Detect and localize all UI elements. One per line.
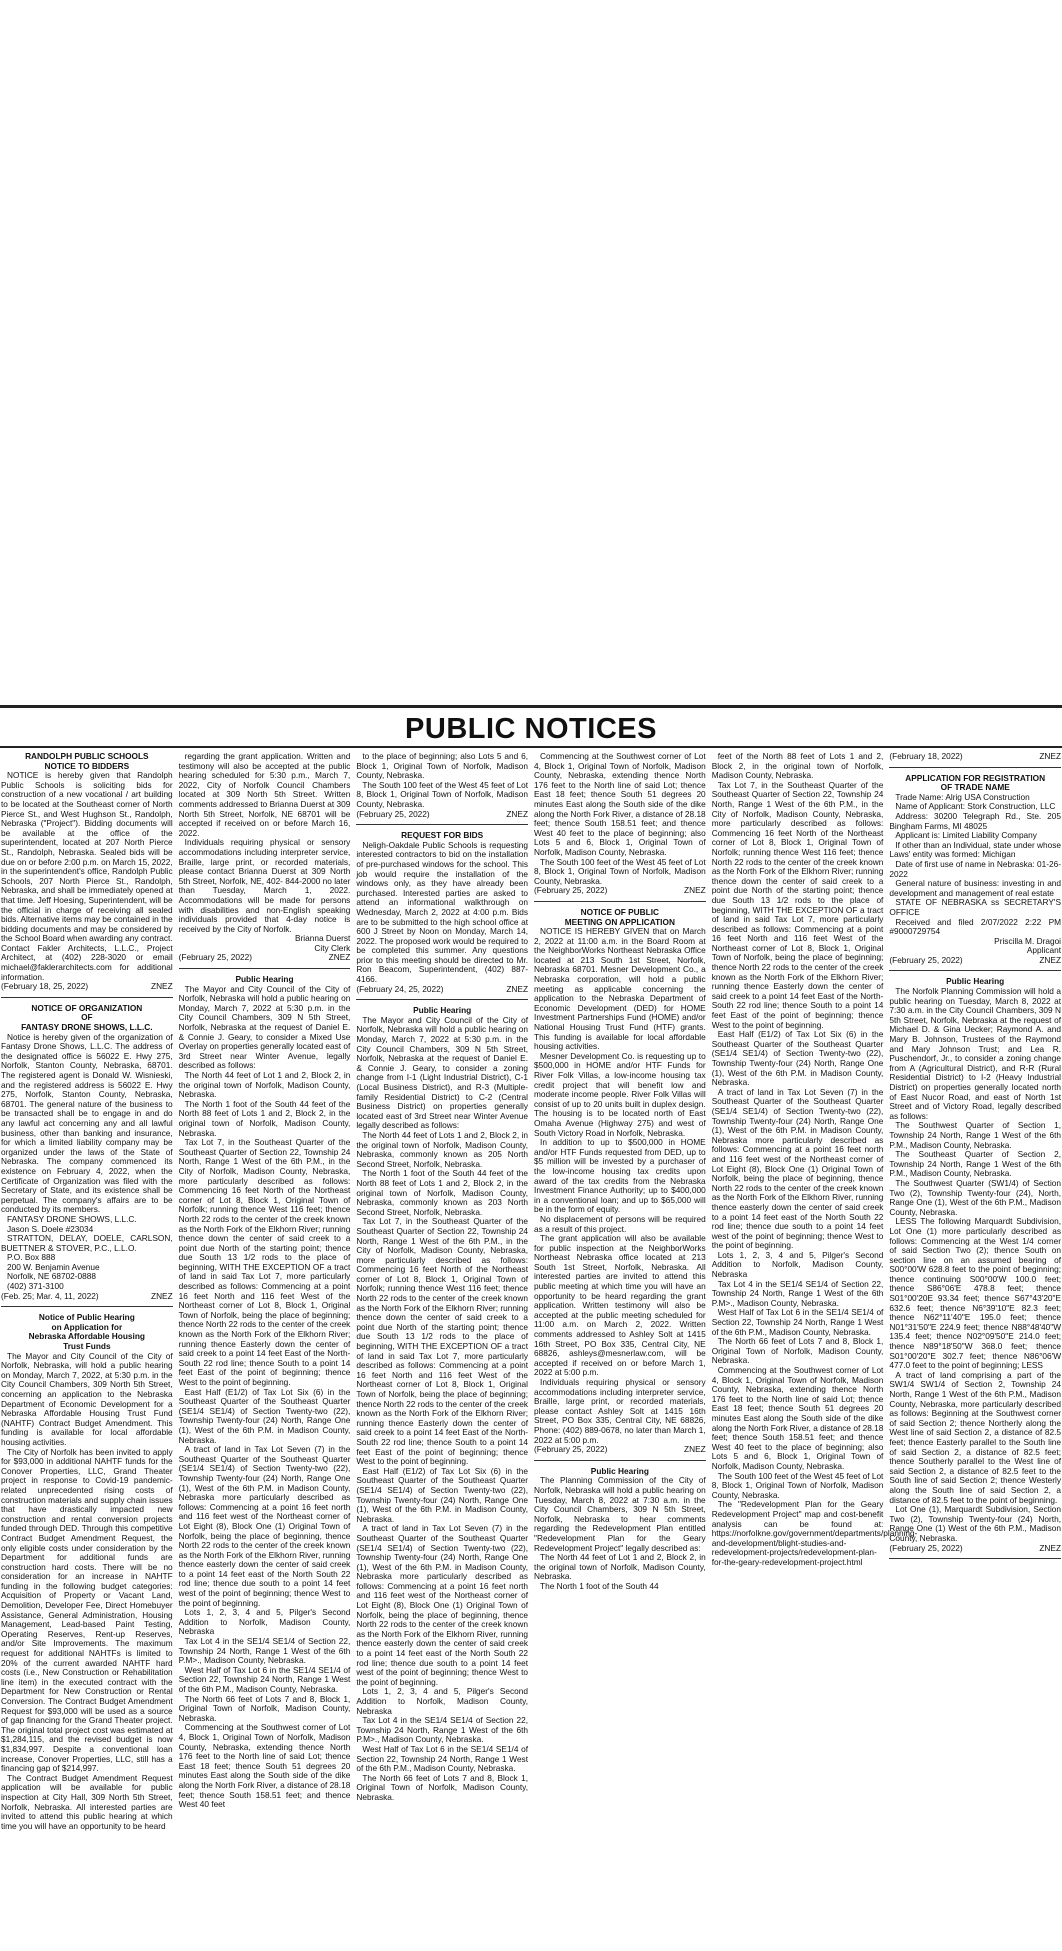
notice-paragraph: No displacement of persons will be required as a result of this project.: [534, 1213, 706, 1234]
notice-paragraph: The Planning Commission of the City of Norfolk, Nebraska will hold a public hearing on Tuesday, March 8, 2022 at 7:30 a.m. in the City Council Chambers, 309 N 5th Street, Norfolk, Nebraska to hear comments regarding the Redevelopment Plan entitled "Redevelopment Plan for the Geary Redevelopment Project" legally described as:: [534, 1475, 706, 1553]
publication-date: (February 25, 2022): [356, 808, 430, 819]
legal-notice: [356, 752, 528, 825]
notice-heading: Public Hearing: [590, 1465, 649, 1476]
notice-paragraph: East Half (E1/2) of Tax Lot Six (6) in the Southeast Quarter of the Southeast Quarter (SE1/4 SE1/4) of Section Twenty-two (22), Township Twenty-four (24) North, Range One (1), West of the 6th P.M. in Madison County, Nebraska.: [711, 1029, 884, 1088]
page-title: PUBLIC NOTICES: [405, 713, 657, 745]
notice-paragraph: Date of first use of name in Nebraska: 01-26-2022: [889, 858, 1062, 879]
notice-paragraph: The South 100 feet of the West 45 feet of Lot 8, Block 1, Original Town of Norfolk, Madison County, Nebraska.: [356, 779, 529, 809]
notice-paragraph: Tax Lot 4 in the SE1/4 SE1/4 of Section 22, Township 24 North, Range 1 West of the 6th P.M>., Madison County, Nebraska.: [356, 1715, 529, 1745]
notice-heading: NOTICE OF ORGANIZATION: [31, 1002, 143, 1013]
notice-heading: Public Hearing: [946, 976, 1005, 987]
notice-paragraph: The Mayor and City Council of the City of Norfolk, Nebraska will hold a public hearing on Monday, March 7, 2022 at 5:30 p.m. in the City Council Chambers, 309 N 5th Street, Norfolk, Nebraska at the request of Daniel E. & Connie J. Geary, to consider a zoning change from I-1 (Light Industrial District), C-1 (Local Business District), and R-3 (Multiple-family Residential District) to C-2 (Central Business District) on properties generally located east of 3rd Street near Winter Avenue legally described as follows:: [356, 1014, 529, 1131]
publication-date: (February 18, 25, 2022): [1, 981, 89, 992]
notice-paragraph: A tract of land in Tax Lot Seven (7) in the Southeast Quarter of the Southeast Quarter (SE1/4 SE1/4) of Section Twenty-two (22), Township Twenty-four (24) North, Range One (1), West of the 6th P.M. in Madison County, Nebraska more particularly described as follows: Commencing at a point 16 feet north and 116 feet west of the Northeast corner of Lot Eight (8), Block One (1) Original Town of Norfolk, being the place of beginning, thence North 22 rods to the center of the creek known as the North Fork of the Elkhorn River, running thence easterly down the center of said creek to a point 14 feet east of the North South 22 rod line; thence due south to a point 14 feet west of the point of beginning; thence West to the point of beginning.: [356, 1523, 529, 1687]
notice-paragraph: The Southwest Quarter (SW1/4) of Section Two (2), Township Twenty-four (24), North, Range One (1), West of the 6th P.M., Madison County, Nebraska.: [889, 1177, 1062, 1217]
notice-heading: RANDOLPH PUBLIC SCHOOLS: [25, 751, 149, 761]
notice-paragraph: The North 44 feet of Lots 1 and 2, Block 2, in the original town of Norfolk, Madison County, Nebraska, commonly known as 205 North Second Street, Norfolk, Nebraska.: [356, 1129, 529, 1169]
notice-paragraph: Lot One (1), Marquardt Subdivision, Section Two (2), Township Twenty-four (24) North, Range One (1) West of the 6th P.M., Madison County, Nebraska.: [889, 1504, 1062, 1543]
notice-heading: Trust Funds: [63, 1341, 111, 1352]
notice-paragraph: The South 100 feet of the West 45 feet of Lot 8, Block 1, Original Town of Norfolk, Madison County, Nebraska.: [534, 856, 706, 886]
legal-notice: [889, 774, 1061, 972]
notice-paragraph: Name of Applicant: Stork Construction, LLC: [895, 801, 1056, 812]
notice-divider: [889, 767, 1061, 768]
notice-paragraph: The North 1 foot of the South 44: [540, 1580, 659, 1591]
notice-paragraph: Received and filed 2/07/2022 2:22 PM #9000729754: [889, 916, 1062, 937]
publication-line: [356, 810, 528, 820]
notice-paragraph: to the place of beginning; also Lots 5 and 6, Block 1, Original Town of Norfolk, Madison County, Nebraska.: [356, 751, 529, 781]
publication-date: (February 25, 2022): [889, 1542, 963, 1553]
notice-column-4: [534, 752, 706, 1947]
notice-column-6: [889, 752, 1061, 1947]
masthead-bottom-rule: [0, 746, 1062, 748]
notice-paragraph: The South 100 feet of the West 45 feet of Lot 8, Block 1, Original Town of Norfolk, Madison County, Nebraska.: [711, 1470, 884, 1500]
legal-notice: [711, 751, 918, 1567]
publication-code: ZNEZ: [684, 1444, 706, 1455]
notice-signature: Brianna Duerst: [295, 933, 351, 944]
notice-heading: OF TRADE NAME: [940, 782, 1010, 793]
notice-heading: REQUEST FOR BIDS: [401, 830, 484, 841]
notice-signature: Priscilla M. Dragoi: [994, 935, 1062, 946]
publication-date: (February 25, 2022): [534, 885, 608, 896]
notice-paragraph: 200 W. Benjamin Avenue: [7, 1261, 100, 1272]
notice-divider: [1, 997, 173, 998]
notice-paragraph: Commencing at the Southwest corner of Lot 4, Block 1, Original Town of Norfolk, Madison County, Nebraska, extending thence North 176 feet to the North line of said Lot; thence East 18 feet; thence South 51 degrees 20 minutes East along the South side of the dike along the North Fork River, a distance of 28.18 feet; thence South 158.51 feet; and thence West 40 feet to the place of beginning; also Lots 5 and 6, Block 1, Original Town of Norfolk, Madison County, Nebraska.: [711, 1365, 884, 1471]
notice-divider: [534, 901, 706, 902]
notice-paragraph: A tract of land comprising a part of the SW1/4 SW1/4 of Section 2, Township 24 North, Range 1 West of the 6th P.M., Madison County, Nebraska, more particularly described as follows: Beginning at the Southwest corner of said Section 2; thence Northerly along the West line of said Section 2, a distance of 82.5 feet; thence Easterly parallel to the South line of said Section 2, a distance of 82.5 feet; thence Southerly parallel to the West line of said Section 2, a distance of 82.5 feet to the South line of said Section 2; thence Westerly along the South line of said Section 2, a distance of 82.5 feet to the point of beginning.: [889, 1369, 1062, 1505]
notice-paragraph: The North 1 foot of the South 44 feet of the North 88 feet of Lots 1 and 2, Block 2, in the original town of Norfolk, Madison County, Nebraska.: [178, 1098, 351, 1138]
notice-paragraph: Commencing at the Southwest corner of Lot 4, Block 1, Original Town of Norfolk, Madison County, Nebraska, extending thence North 176 feet to the North line of said Lot; thence East 18 feet; thence South 51 degrees 20 minutes East along the South side of the dike along the North Fork River, a distance of 28.18 feet; thence South 158.51 feet; and thence West 40 feet: [178, 1722, 351, 1810]
notice-paragraph: Mesner Development Co. is requesting up to $500,000 in HOME and/or HTF Funds for River Folk Villas, a low-income housing tax credit project that will benefit low and moderate income people. River Folk Villas will consist of up to 20 units built in duplex design. The housing is to be located north of East Omaha Avenue (Highway 275) and west of South Victory Road in Norfolk, Nebraska.: [534, 1050, 706, 1138]
legal-notice: [1, 1004, 173, 1307]
legal-notice: [1, 752, 173, 998]
notice-heading: Notice of Public Hearing: [38, 1312, 135, 1323]
legal-notice: [534, 752, 706, 902]
publication-date: (February 25, 2022): [889, 954, 963, 965]
notice-paragraph: LESS The following Marquardt Subdivision, Lot One (1) more particularly described as follows: Commencing at the West 1/4 corner of said Section Two (2); thence South on section line on an assumed bearing of S00°00'W 628.8 feet to the point of beginning; thence continuing S00°00'W 100.0 feet; thence S86°06'E 478.8 feet; thence S01°00'20E 93.34 feet; thence S67°43'20"E 632.6 feet; thence N6°39'10"E 82.3 feet; thence N62°11'40"E 195.0 feet; thence N01°31'50"E 224.9 feet; thence N88°48'40"W 135.4 feet; thence N02°09'50"E 214.0 feet; thence N89°18'50"W 368.0 feet; thence S01°00'20"E 302.7 feet; thence N86°06'W 477.0 feet to the point of beginning; LESS: [889, 1216, 1062, 1371]
notice-paragraph: The "Redevelopment Plan for the Geary Redevelopment Project" map and cost-benefit analysis can be found at: https://norfolkne.gov/government/departments/planning-and-development/blight-studies-and-redevelopment-projects/redevelopment-plan-for-the-geary-redevelopment-project.html: [711, 1499, 918, 1567]
notice-paragraph: P.O. Box 888: [7, 1252, 56, 1263]
notice-paragraph: STRATTON, DELAY, DOELE, CARLSON, BUETTNER & STOVER, P.C., L.L.O.: [1, 1233, 173, 1253]
publication-code: ZNEZ: [506, 983, 529, 994]
notice-paragraph: Lots 1, 2, 3, 4 and 5, Pilger's Second Addition to Norfolk, Madison County, Nebraska: [356, 1686, 529, 1716]
notice-paragraph: The North 44 feet of Lot 1 and 2, Block 2, in the original town of Norfolk, Madison County, Nebraska.: [534, 1552, 706, 1582]
notice-paragraph: feet of the North 88 feet of Lots 1 and 2, Block 2, in the original town of Norfolk, Madison County, Nebraska.: [711, 751, 884, 781]
notice-column-1: [1, 752, 173, 1947]
notice-paragraph: Tax Lot 7, in the Southeast Quarter of the Southeast Quarter of Section 22, Township 24 North, Range 1 West of the 6th P.M., in the City of Norfolk, Madison County, Nebraska, more particularly described as follows: Commencing 16 feet North of the Northeast corner of Lot 8, Block 1, Original Town of Norfolk; running thence West 116 feet; thence North 22 rods to the center of the creek known as the North Fork of the Elkhorn River; running thence down the center of said creek to a point due North of the starting point; thence due South 13 1/2 rods to the place of beginning, WITH THE EXCEPTION OF a tract of land in said Tax Lot 7, more particularly described as follows: Commencing at a point 16 feet North and 116 feet West of the Northeast corner of Lot 8, Block 1, Original Town of Norfolk, being the place of beginning; thence North 22 rods to the center of the creek known as the North Fork of the Elkhorn River; running thence Easterly down the center of said creek to a point 14 feet East of the North-South 22 rod line; thence South to a point 14 feet East of the point of beginning; thence West to the point of beginning.: [178, 1137, 351, 1387]
publication-code: ZNEZ: [1039, 1542, 1062, 1553]
notice-paragraph: The North 66 feet of Lots 7 and 8, Block 1, Original Town of Norfolk, Madison County, Nebraska.: [356, 1772, 529, 1802]
publication-line: [1, 1292, 173, 1302]
notice-paragraph: STATE OF NEBRASKA ss SECRETARY'S OFFICE: [889, 897, 1062, 917]
notice-divider: [889, 970, 1061, 971]
notice-paragraph: Applicant is: Limited Liability Company: [895, 830, 1037, 841]
notice-divider: [356, 999, 528, 1000]
publication-code: ZNEZ: [1039, 954, 1062, 965]
publication-code: ZNEZ: [328, 952, 351, 963]
notice-column-3: [356, 752, 528, 1947]
notice-paragraph: The North 1 foot of the South 44 feet of the North 88 feet of Lots 1 and 2, Block 2, in the original town of Norfolk, Madison County, Nebraska, commonly known as 203 North Second Street, Norfolk, Nebraska.: [356, 1168, 529, 1217]
publication-line: [179, 953, 351, 963]
publication-code: ZNEZ: [684, 885, 706, 896]
notice-heading: APPLICATION FOR REGISTRATION: [905, 772, 1046, 783]
notice-paragraph: Lots 1, 2, 3, 4 and 5, Pilger's Second Addition to Norfolk, Madison County, Nebraska: [711, 1249, 884, 1280]
notice-columns: [0, 752, 1062, 1947]
notice-paragraph: The Mayor and City Council of the City of Norfolk, Nebraska, will hold a public hearing on Monday, March 7, 2022, at 5:30 p.m. in the City Council Chambers, 309 North 5th Street, concerning an application to the Nebraska Department of Economic Development for a Nebraska Affordable Housing Trust Fund (NAHTF) Contract Budget Amendment. This funding is available for local affordable housing activities.: [1, 1350, 173, 1447]
notice-paragraph: East Half (E1/2) of Tax Lot Six (6) in the Southeast Quarter of the Southeast Quarter (SE1/4 SE1/4) of Section Twenty-two (22), Township Twenty-four (24) North, Range One (1), West of the 6th P.M. in Madison County, Nebraska.: [356, 1465, 529, 1524]
notice-paragraph: (402) 371-3100: [7, 1281, 64, 1292]
notice-paragraph: Tax Lot 7, in the Southeast Quarter of the Southeast Quarter of Section 22, Township 24 North, Range 1 West of the 6th P.M., in the City of Norfolk, Madison County, Nebraska, more particularly described as follows: Commencing 16 feet North of the Northeast corner of Lot 8, Block 1, Original Town of Norfolk; running thence West 116 feet; thence North 22 rods to the center of the creek known as the North Fork of the Elkhorn River; running thence down the center of said creek to a point due North of the starting point; thence due South 13 1/2 rods to the place of beginning, WITH THE EXCEPTION OF a tract of land in said Tax Lot 7, more particularly described as follows: Commencing at a point 16 feet North and 116 feet West of the Northeast corner of Lot 8, Block 1, Original Town of Norfolk, being the place of beginning; thence North 22 rods to the center of the creek known as the North Fork of the Elkhorn River; running thence Easterly down the center of said creek to a point 14 feet East of the North-South 22 rod line; thence South to a point 14 feet East of the point of beginning; thence West to the point of beginning.: [711, 779, 884, 1030]
notice-paragraph: Trade Name: Alrig USA Construction: [895, 791, 1030, 802]
notice-paragraph: Norfolk, NE 68702-0888: [7, 1271, 97, 1282]
notice-paragraph: General nature of business: investing in and development and management of real estate: [889, 878, 1062, 898]
publication-date: (February 25, 2022): [534, 1444, 608, 1455]
notice-paragraph: Tax Lot 4 in the SE1/4 SE1/4 of Section 22, Township 24 North, Range 1 West of the 6th P.M>., Madison County, Nebraska.: [711, 1278, 884, 1308]
legal-notice: [356, 1006, 528, 1802]
notice-heading: Public Hearing: [235, 974, 294, 985]
notice-paragraph: Individuals requiring physical or sensory accommodations including interpreter service, Braille, large print, or recorded materials, please contact Brianna Duerst at 309 North 5th Street, Norfolk, NE, 402- 844-2000 no later than Tuesday, March 1, 2022. Accommodations will be made for persons with disabilities and non-English speaking individuals provided that 4-day notice is received by the City of Norfolk.: [178, 837, 351, 934]
notice-paragraph: If other than an Individual, state under whose Laws' entity was formed: Michigan: [889, 839, 1062, 860]
publication-code: ZNEZ: [151, 981, 173, 992]
publication-date: (February 24, 25, 2022): [356, 983, 444, 994]
publication-line: [534, 1445, 706, 1455]
legal-notice: [889, 752, 1061, 768]
publication-line: [1, 982, 173, 992]
notice-column-5: [711, 751, 918, 1947]
notice-paragraph: A tract of land in Tax Lot Seven (7) in the Southeast Quarter of the Southeast Quarter (SE1/4 SE1/4) of Section Twenty-two (22), Township Twenty-four (24) North, Range One (1), West of the 6th P.M. in Madison County, Nebraska more particularly described as follows: Commencing at a point 16 feet north and 116 feet west of the Northeast corner of Lot Eight (8), Block One (1) Original Town of Norfolk, being the place of beginning, thence North 22 rods to the center of the creek known as the North Fork of the Elkhorn River, running thence easterly down the center of said creek to a point 14 feet east of the North South 22 rod line; thence due south to a point 14 feet west of the point of beginning; thence West to the point of beginning.: [711, 1086, 884, 1251]
publication-line: [356, 985, 528, 995]
legal-notice: [356, 831, 528, 1000]
notice-paragraph: West Half of Tax Lot 6 in the SE1/4 SE1/4 of Section 22, Township 24 North, Range 1 West of the 6th P.M., Madison County, Nebraska.: [178, 1664, 351, 1694]
notice-divider: [1, 1306, 173, 1307]
notice-heading: NOTICE TO BIDDERS: [44, 760, 130, 771]
notice-heading: OF: [81, 1012, 93, 1023]
notice-paragraph: Individuals requiring physical or sensory accommodations including interpreter service, Braille, large print, or recorded materials, please contact Ashley Solt at 1415 16th Street, PO Box 335, Central City, NE 68826, Phone: (402) 889-0678, no later than March 1, 2022 at 5:00 p.m.: [534, 1377, 706, 1445]
notice-column-2: [179, 752, 351, 1947]
notice-paragraph: East Half (E1/2) of Tax Lot Six (6) in the Southeast Quarter of the Southeast Quarter (SE1/4 SE1/4) of Section Twenty-two (22), Township Twenty-four (24) North, Range One (1), West of the 6th P.M. in Madison County, Nebraska.: [178, 1386, 351, 1445]
notice-heading: MEETING ON APPLICATION: [564, 916, 675, 927]
notice-paragraph: West Half of Tax Lot 6 in the SE1/4 SE1/4 of Section 22, Township 24 North, Range 1 West of the 6th P.M., Madison County, Nebraska.: [711, 1307, 884, 1337]
notice-paragraph: Neligh-Oakdale Public Schools is requesting interested contractors to bid on the installation of pre-purchased windows for the school. This job would require the installation of the windows only, as they have already been purchased. Interested parties are asked to attend an informational walkthrough on Wednesday, March 2, 2022 at 4:00 p.m. Bids are to be submitted to the high school office at 600 J Street by Noon on Monday, March 14, 2022. The proposed work would be required to be completed this summer. Any questions prior to this meeting should be directed to Mr. Ron Beacom, Superintendent, (402) 887-4166.: [356, 839, 529, 985]
notice-divider: [889, 1558, 1061, 1559]
notice-heading: Nebraska Affordable Housing: [28, 1331, 145, 1342]
notice-paragraph: Commencing at the Southwest corner of Lot 4, Block 1, Original Town of Norfolk, Madison County, Nebraska, extending thence North 176 feet to the North line of said Lot; thence East 18 feet; thence South 51 degrees 20 minutes East along the South side of the dike along the North Fork River, a distance of 28.18 feet; thence South 158.51 feet; and thence West 40 feet to the place of beginning; also Lots 5 and 6, Block 1, Original Town of Norfolk, Madison County, Nebraska.: [534, 751, 706, 857]
notice-signature: Applicant: [1026, 945, 1062, 956]
notice-paragraph: The Southeast Quarter of Section 2, Township 24 North, Range 1 West of the 6th P.M., Madison County, Nebraska.: [889, 1149, 1062, 1179]
legal-notice: [1, 1313, 173, 1831]
notice-paragraph: The Southwest Quarter of Section 1, Township 24 North, Range 1 West of the 6th P.M., Madison County, Nebraska.: [889, 1120, 1062, 1150]
notice-paragraph: The Contract Budget Amendment Request application will be available for public inspection at City Hall, 309 North 5th Street, Norfolk, Nebraska. All interested parties are invited to attend this public hearing at which time you will have an opportunity to be heard: [1, 1772, 173, 1831]
notice-paragraph: The North 44 feet of Lot 1 and 2, Block 2, in the original town of Norfolk, Madison County, Nebraska.: [178, 1070, 351, 1100]
publication-date: (February 18, 2022): [889, 751, 963, 761]
legal-notice: [179, 975, 351, 1810]
notice-paragraph: A tract of land in Tax Lot Seven (7) in the Southeast Quarter of the Southeast Quarter (SE1/4 SE1/4) of Section Twenty-two (22), Township Twenty-four (24) North, Range One (1), West of the 6th P.M. in Madison County, Nebraska more particularly described as follows: Commencing at a point 16 feet north and 116 feet west of the Northeast corner of Lot Eight (8), Block One (1) Original Town of Norfolk, being the place of beginning, thence North 22 rods to the center of the creek known as the North Fork of the Elkhorn River, running thence easterly down the center of said creek to a point 14 feet east of the North South 22 rod line; thence due south to a point 14 feet west of the point of beginning; thence West to the point of beginning.: [178, 1444, 351, 1608]
notice-signature: City Clerk: [314, 942, 351, 953]
publication-line: [889, 1544, 1061, 1554]
masthead-top-rule: [0, 705, 1062, 708]
notice-paragraph: regarding the grant application. Written and testimony will also be accepted at the public hearing scheduled for 5:30 p.m., March 7, 2022, City of Norfolk Council Chambers located at 309 North 5th Street. Written comments addressed to Brianna Duerst at 309 North 5th Street, Norfolk, NE 68701 will be accepted if received on or before March 16, 2022.: [178, 751, 351, 838]
publication-line: [534, 886, 706, 896]
publication-line: [889, 752, 1061, 762]
notice-paragraph: The Mayor and City Council of the City of Norfolk, Nebraska will hold a public hearing on Monday, March 7, 2022 at 5:30 p.m. in the City Council Chambers, 309 N 5th Street, Norfolk, Nebraska at the request of Daniel E. & Connie J. Geary, to consider a Mixed Use Overlay on properties generally located east of 3rd Street near Winter Avenue, legally described as follows:: [178, 983, 351, 1071]
notice-paragraph: The grant application will also be available for public inspection at the NeighborWorks Northeast Nebraska office located at 213 South 1st Street, Norfolk, Nebraska. All interested parties are invited to attend this public meeting at which time you will have an opportunity to be heard regarding the grant application. Written testimony will also be accepted at the public meeting scheduled for 11:00 a.m. on March 2, 2022. Written comments addressed to Ashley Solt at 1415 16th Street, PO Box 335, Central City, NE 68826, ashleys@mesnerlaw.com, will be accepted if received on or before March 1, 2022 at 5:00 p.m.: [534, 1233, 706, 1378]
notice-paragraph: Tax Lot 4 in the SE1/4 SE1/4 of Section 22, Township 24 North, Range 1 West of the 6th P.M>., Madison County, Nebraska.: [178, 1636, 351, 1666]
publication-line: [889, 956, 1061, 966]
legal-notice: [179, 752, 351, 969]
notice-paragraph: FANTASY DRONE SHOWS, L.L.C.: [7, 1213, 137, 1224]
notice-paragraph: The Norfolk Planning Commission will hold a public hearing on Tuesday, March 8, 2022 at 7:30 a.m. in the City Council Chambers, 309 N 5th Street, Norfolk, Nebraska at the request of Michael D. & Gina Uecker; Raymond A. and Mary B. Johnson, Trustees of the Raymond and Mary Johnson Trust; and Lea R. Puschendorf, Jr., to consider a zoning change from A (Agricultural District), and R-R (Rural Residential District) to I-2 (Heavy Industrial District) on properties generally located north of East Nucor Road, and east of North 1st Street and of Victory Road, legally described as follows:: [889, 986, 1062, 1121]
notice-divider: [179, 968, 351, 969]
publication-date: (Feb. 25; Mar. 4, 11, 2022): [1, 1290, 99, 1301]
notice-paragraph: Address: 30200 Telegraph Rd., Ste. 205 Bingham Farms, MI 48025: [889, 810, 1062, 831]
publication-date: (February 25, 2022): [178, 952, 252, 963]
notice-divider: [534, 1460, 706, 1461]
publication-code: ZNEZ: [151, 1290, 173, 1301]
notice-paragraph: Jason S. Doele #23034: [7, 1223, 94, 1234]
legal-notice: [534, 1467, 706, 1592]
notice-paragraph: The North 66 feet of Lots 7 and 8, Block 1, Original Town of Norfolk, Madison County, Nebraska.: [178, 1693, 351, 1723]
notice-paragraph: Tax Lot 7, in the Southeast Quarter of the Southeast Quarter of Section 22, Township 24 North, Range 1 West of the 6th P.M., in the City of Norfolk, Madison County, Nebraska, more particularly described as follows: Commencing 16 feet North of the Northeast corner of Lot 8, Block 1, Original Town of Norfolk; running thence West 116 feet; thence North 22 rods to the center of the creek known as the North Fork of the Elkhorn River; running thence down the center of said creek to a point due North of the starting point; thence due South 13 1/2 rods to the place of beginning, WITH THE EXCEPTION OF a tract of land in said Tax Lot 7, more particularly described as follows: Commencing at a point 16 feet North and 116 feet West of the Northeast corner of Lot 8, Block 1, Original Town of Norfolk, being the place of beginning; thence North 22 rods to the center of the creek known as the North Fork of the Elkhorn River; running thence Easterly down the center of said creek to a point 14 feet East of the North-South 22 rod line; thence South to a point 14 feet East of the point of beginning; thence West to the point of beginning.: [356, 1216, 529, 1467]
legal-notice: [534, 908, 706, 1461]
legal-notice: [889, 977, 1061, 1559]
notice-divider: [356, 824, 528, 825]
notice-heading: FANTASY DRONE SHOWS, L.L.C.: [21, 1022, 153, 1033]
notice-paragraph: Notice is hereby given of the organization of Fantasy Drone Shows, L.L.C. The address of the designated office is 56022 E. Hwy 275, Norfolk, Stanton County, Nebraska, 68701. The registered agent is Donald W. Wisnieski, and the registered address is 56022 E. Hwy 275, Norfolk, Stanton County, Nebraska, 68701. The general nature of the business to be transacted shall be to engage in and do any lawful act concerning any and all lawful business, other than banking and insurance, for which a limited liability company may be organized under the laws of the State of Nebraska. The company commenced its existence on February 4, 2022, when the Certificate of Organization was filed with the Secretary of State, and its existence shall be perpetual. The company's affairs are to be conducted by its members.: [1, 1031, 173, 1215]
notice-heading: NOTICE OF PUBLIC: [580, 906, 660, 917]
notice-paragraph: Lots 1, 2, 3, 4 and 5, Pilger's Second Addition to Norfolk, Madison County, Nebraska: [178, 1607, 351, 1637]
notice-paragraph: The North 66 feet of Lots 7 and 8, Block 1, Original Town of Norfolk, Madison County, Nebraska.: [711, 1336, 884, 1366]
notice-paragraph: West Half of Tax Lot 6 in the SE1/4 SE1/4 of Section 22, Township 24 North, Range 1 West of the 6th P.M., Madison County, Nebraska.: [356, 1743, 529, 1774]
notice-paragraph: The City of Norfolk has been invited to apply for $93,000 in additional NAHTF funds for the Conover Properties, LLC, Grand Theater project in response to Covid-19 pandemic-related unprecedented rising costs of construction materials and supply chain issues that have drastically impacted new construction and rental conversion projects funded through DED. Through this competitive Contract Budget Amendment Request, the only eligible costs under consideration by the Department for additional funds are construction hard costs. There will be no consideration for an increase in NAHTF funding in the following budget categories: Acquisition of Property or Vacant Land, Demolition, Developer Fee, Direct Homebuyer Assistance, General Administration, Housing Management, Lead-based Paint Testing, Operating Reserves, Rent-up Reserves, and/or Site Improvements. The maximum request for additional NAHTFs is limited to 20% of the current awarded NAHTF hard costs (i.e., New Construction or Rehabilitation line item) in the executed contract with the Department for New Construction or Rental Conversion. The Contract Budget Amendment Request for $93,000 will be used as a source of gap financing for the Grand Theater project. The original total project cost was estimated at $1,284,115, and the revised budget is now $1,834,997. Despite a conventional loan increase, Conover Properties, LLC, still has a financing gap of $214,997.: [1, 1446, 173, 1774]
notice-paragraph: NOTICE is hereby given that Randolph Public Schools is soliciting bids for construction of a new vocational / art building to be located at the Southeast corner of North Pierce St., and West Hughson St., Randolph, Nebraska ("Project"). Bidding documents will be available at the office of the superintendent, located at 207 North Pierce St., Randolph, Nebraska. Sealed bids will be due on or before 2:00 p.m. on March 15, 2022, in the superintendent's office, Randolph Public Schools, 207 North Pierce St., Randolph, Nebraska, and shall be immediately opened at that time. Jeff Hoesing, Superintendent, will be the official in charge of receiving all sealed bids. Alternative items may be contained in the bidding documents and may be considered by the School Board when awarding any contract. Contact Fakler Architects, L.L.C., Project Architect, at (402) 228-3020 or email michael@faklerarchitects.com for additional information.: [1, 770, 173, 982]
publication-code: ZNEZ: [506, 808, 529, 819]
notice-heading: on Application for: [51, 1321, 123, 1332]
notice-paragraph: NOTICE IS HEREBY GIVEN that on March 2, 2022 at 11:00 a.m. in the Board Room at the NeighborWorks Northeast Nebraska Office located at 213 South 1st Street, Norfolk, Nebraska 68701. Mesner Development Co., a Nebraska corporation, will hold a public meeting as applicable concerning the application to the Nebraska Department of Economic Development (DED) for HOME Investment Partnerships Fund (HOME) and/or National Housing Trust Fund (HTF) grants. This funding is available for local affordable housing activities.: [534, 926, 706, 1052]
publication-code: ZNEZ: [1039, 751, 1062, 761]
notice-paragraph: In addition to up to $500,000 in HOME and/or HTF Funds requested from DED, up to $5 million will be invested by a purchaser of the low-income housing tax credits upon award of the tax credits from the Nebraska Investment Finance Authority; up to $400,000 in a conventional loan; and up to $65,000 will be in the form of equity.: [534, 1137, 706, 1215]
notice-heading: Public Hearing: [413, 1005, 472, 1016]
